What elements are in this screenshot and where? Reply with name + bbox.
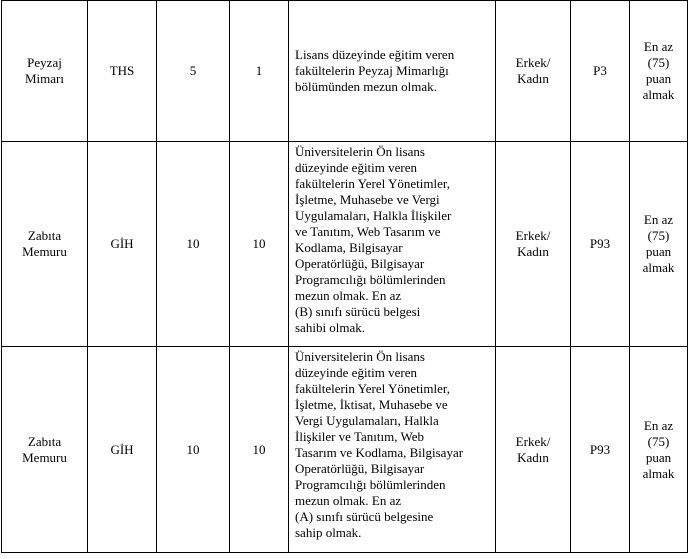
position-title-cell <box>2 1 88 142</box>
requirement-line: ve Tanıtım, Web Tasarım ve <box>295 224 441 239</box>
requirement-line: mezun olmak. En az <box>295 493 402 508</box>
requirement-line: fakültelerin Peyzaj Mimarlığı <box>295 63 449 78</box>
requirement-line: Tasarım ve Kodlama, Bilgisayar <box>295 445 464 460</box>
score-line: puan <box>645 244 672 259</box>
requirement-cell <box>289 142 496 347</box>
requirement-line: Programcılığı bölümlerinden <box>295 272 446 287</box>
kpss-cell: P3 <box>571 1 630 142</box>
count-cell: 10 <box>230 142 289 347</box>
degree-cell: 5 <box>157 1 230 142</box>
score-line: puan <box>645 71 672 86</box>
kpss-cell: P93 <box>571 142 630 347</box>
requirement-line: düzeyinde eğitim veren <box>295 160 418 175</box>
requirement-line: (A) sınıfı sürücü belgesine <box>295 509 434 524</box>
gender-cell <box>496 347 571 553</box>
gender-line: Kadın <box>517 449 549 465</box>
table-row <box>2 142 688 347</box>
count-cell: 1 <box>230 1 289 142</box>
gender-line: Erkek/ <box>515 433 551 449</box>
score-cell <box>630 1 688 142</box>
requirement-cell <box>289 347 496 553</box>
requirement-line: Üniversitelerin Ön lisans <box>295 349 425 364</box>
score-line: En az <box>643 39 674 54</box>
position-title-line: Peyzaj <box>27 55 62 70</box>
gender-line: Kadın <box>517 244 549 259</box>
requirement-line: düzeyinde eğitim veren <box>295 365 418 380</box>
score-line: almak <box>642 465 675 481</box>
score-line: (75) <box>647 55 670 70</box>
score-line: En az <box>643 212 674 227</box>
gender-cell <box>496 1 571 142</box>
requirement-line: sahip olmak. <box>295 525 362 540</box>
requirement-line: Vergi Uygulamaları, Halkla <box>295 413 439 428</box>
requirement-line: Kodlama, Bilgisayar <box>295 240 403 255</box>
requirement-line: sahibi olmak. <box>295 320 366 335</box>
gender-line: Erkek/ <box>515 228 551 243</box>
requirement-line: İlişkiler ve Tanıtım, Web <box>295 429 424 444</box>
kpss-cell: P93 <box>571 347 630 553</box>
count-cell: 10 <box>230 347 289 553</box>
score-cell <box>630 142 688 347</box>
table-row <box>2 347 688 553</box>
position-title-cell <box>2 142 88 347</box>
gender-line: Erkek/ <box>515 55 551 70</box>
score-line: puan <box>645 449 672 465</box>
requirement-line: Uygulamaları, Halkla İlişkiler <box>295 208 452 223</box>
score-line: (75) <box>647 433 670 449</box>
class-cell: THS <box>88 1 157 142</box>
table-row <box>2 1 688 142</box>
requirement-line: mezun olmak. En az <box>295 288 402 303</box>
requirement-line: Operatörlüğü, Bilgisayar <box>295 256 425 271</box>
score-line: almak <box>642 260 675 275</box>
requirement-line: Üniversitelerin Ön lisans <box>295 144 425 159</box>
table-body <box>2 1 688 553</box>
class-cell: GİH <box>88 142 157 347</box>
requirement-line: (B) sınıfı sürücü belgesi <box>295 304 421 319</box>
requirement-line: Programcılığı bölümlerinden <box>295 477 446 492</box>
position-title-line: Mimarı <box>25 71 64 86</box>
degree-cell: 10 <box>157 347 230 553</box>
requirement-cell <box>289 1 496 142</box>
requirement-line: İşletme, Muhasebe ve Vergi <box>295 192 440 207</box>
requirement-line: fakültelerin Yerel Yönetimler, <box>295 381 450 396</box>
requirement-line: bölümünden mezun olmak. <box>295 79 437 94</box>
score-line: En az <box>643 417 674 433</box>
position-title-cell <box>2 347 88 553</box>
position-title-line: Memuru <box>22 449 67 465</box>
score-line: almak <box>642 87 675 102</box>
score-cell <box>630 347 688 553</box>
degree-cell: 10 <box>157 142 230 347</box>
position-title-line: Zabıta <box>27 433 62 449</box>
class-cell: GİH <box>88 347 157 553</box>
positions-table <box>1 0 688 553</box>
position-title-line: Memuru <box>22 244 67 259</box>
requirement-line: İşletme, İktisat, Muhasebe ve <box>295 397 448 412</box>
gender-cell <box>496 142 571 347</box>
position-title-line: Zabıta <box>27 228 62 243</box>
requirement-line: Lisans düzeyinde eğitim veren <box>295 47 455 62</box>
gender-line: Kadın <box>517 71 549 86</box>
score-line: (75) <box>647 228 670 243</box>
requirement-line: Operatörlüğü, Bilgisayar <box>295 461 425 476</box>
requirement-line: fakültelerin Yerel Yönetimler, <box>295 176 450 191</box>
